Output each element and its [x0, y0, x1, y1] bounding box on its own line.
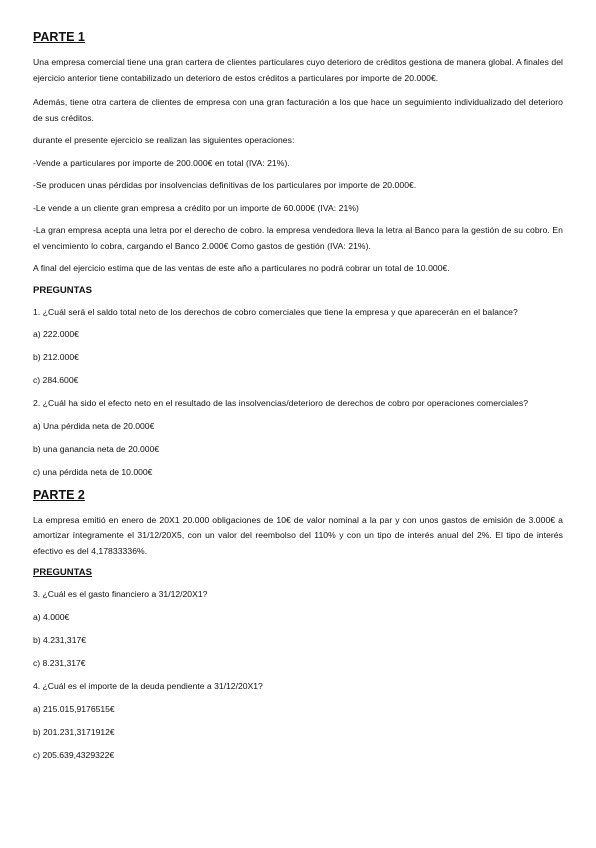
question-4-option-a: a) 215.015,9176515€ [33, 704, 115, 714]
parte1-preguntas-heading: PREGUNTAS [33, 284, 92, 296]
question-1-option-c: c) 284.600€ [33, 375, 79, 385]
question-1: 1. ¿Cuál será el saldo total neto de los derechos de cobro comerciales que tiene la empresa y que aparecerán en el balance? [33, 306, 518, 317]
question-3-option-b: b) 4.231,317€ [33, 635, 87, 645]
parte1-paragraph: Una empresa comercial tiene una gran cartera de clientes particulares cuyo deterioro de créditos gestiona de manera global. A finales del ejercicio anterior tiene contabilizado un deterioro de estos créditos a particulares por importe de 20.000€. [33, 57, 563, 83]
question-2: 2. ¿Cuál ha sido el efecto neto en el resultado de las insolvencias/deterioro de derechos de cobro por operaciones comerciales? [33, 398, 529, 408]
parte1-paragraph: durante el presente ejercicio se realizan las siguientes operaciones: [33, 135, 295, 145]
parte2-preguntas-heading: PREGUNTAS [33, 567, 92, 578]
question-4-option-c: c) 205.639,4329322€ [33, 750, 115, 760]
question-3: 3. ¿Cuál es el gasto financiero a 31/12/20X1? [33, 589, 208, 599]
parte1-paragraph: Además, tiene otra cartera de clientes de empresa con una gran facturación a los que hace un seguimiento individualizado del deterioro de sus créditos. [33, 97, 563, 123]
question-4-option-b: b) 201.231,3171912€ [33, 727, 115, 737]
parte1-operation: -Vende a particulares por importe de 200.000€ en total (IVA: 21%). [33, 157, 290, 168]
question-3-option-c: c) 8.231,317€ [33, 658, 86, 668]
parte1-title: PARTE 1 [33, 30, 85, 44]
question-1-option-b: b) 212.000€ [33, 352, 79, 362]
parte2-paragraph: La empresa emitió en enero de 20X1 20.000 obligaciones de 10€ de valor nominal a la par y con unos gastos de emisión de 3.000€ a amortizar íntegramente el 31/12/20X5, con un valor del reembolso del 110% y con un tipo de interés anual del 2%. El tipo de interés efectivo es del 4,17833336%. [33, 514, 563, 556]
document-page [33, 30, 563, 771]
question-3-option-a: a) 4.000€ [33, 612, 70, 622]
parte1-operation: -Le vende a un cliente gran empresa a crédito por un importe de 60.000€ (IVA: 21%) [33, 202, 359, 213]
parte1-paragraph: A final del ejercicio estima que de las ventas de este año a particulares no podrá cobrar un total de 10.000€. [33, 263, 450, 273]
question-2-option-b: b) una ganancia neta de 20.000€ [33, 443, 160, 454]
question-2-option-c: c) una pérdida neta de 10.000€ [33, 466, 153, 477]
question-4: 4. ¿Cuál es el importe de la deuda pendiente a 31/12/20X1? [33, 681, 263, 691]
parte1-operation: -Se producen unas pérdidas por insolvencias definitivas de los particulares por importe de 20.000€. [33, 180, 417, 190]
parte1-operation: -La gran empresa acepta una letra por el derecho de cobro. la empresa vendedora lleva la letra al Banco para la gestión de su cobro. En el vencimiento lo cobra, cargando el Banco 2.000€ Como gastos de gestión (IVA: 21%). [33, 225, 563, 251]
question-2-option-a: a) Una pérdida neta de 20.000€ [33, 420, 155, 431]
parte2-title: PARTE 2 [33, 487, 85, 502]
question-1-option-a: a) 222.000€ [33, 329, 79, 339]
